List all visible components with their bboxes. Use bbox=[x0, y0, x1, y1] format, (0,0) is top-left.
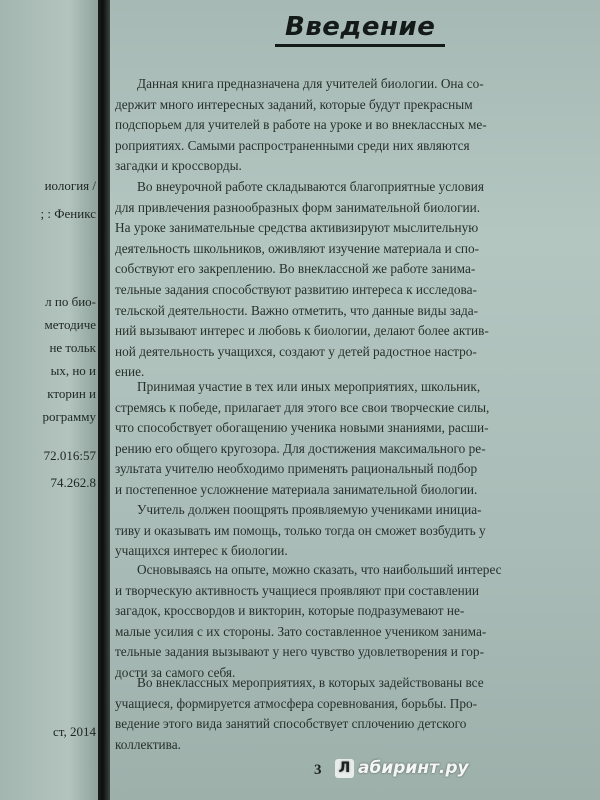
text-line: ной деятельность учащихся, создают у детей радостное настро- bbox=[115, 343, 477, 359]
text-line: тиву и оказывать им помощь, только тогда он сможет возбудить у bbox=[115, 522, 486, 538]
paragraph bbox=[110, 74, 600, 177]
left-page-line: ых, но и bbox=[50, 363, 96, 378]
text-line: рению его общего кругозора. Для достижения максимального ре- bbox=[115, 440, 486, 456]
text-line: и творческую активность учащиеся проявляют при составлении bbox=[115, 582, 480, 598]
paragraph bbox=[110, 673, 600, 755]
book-page bbox=[110, 0, 600, 800]
text-line: коллектива. bbox=[115, 736, 181, 752]
text-line: собствуют его закреплению. Во внеклассной же работе занима- bbox=[115, 261, 476, 277]
left-page-line: иология / bbox=[44, 178, 96, 193]
left-page bbox=[0, 0, 98, 800]
book-gutter bbox=[98, 0, 110, 800]
text-line: тельные задания способствуют развитию интереса к исследова- bbox=[115, 281, 477, 297]
text-line: ний вызывают интерес и любовь к биологии, делают более актив- bbox=[115, 323, 489, 339]
paragraph bbox=[110, 500, 600, 562]
text-line: что способствует обогащению ученика новыми знаниями, расши- bbox=[115, 420, 489, 436]
text-line: загадки и кроссворды. bbox=[115, 158, 242, 174]
text-line: тельской деятельности. Важно отметить, что данные виды зада- bbox=[115, 302, 479, 318]
left-page-line: л по био- bbox=[45, 294, 96, 309]
text-line: держит много интересных заданий, которые будут прекрасным bbox=[115, 96, 473, 112]
page-title: Введение bbox=[275, 12, 445, 47]
text-line: Во внеклассных мероприятиях, в которых задействованы все bbox=[137, 675, 484, 690]
left-page-line: 74.262.8 bbox=[50, 475, 96, 490]
left-page-line: кторин и bbox=[47, 386, 96, 401]
text-line: Учитель должен поощрять проявляемую учениками инициа- bbox=[137, 502, 482, 517]
text-line: деятельность школьников, оживляют изучение материала и спо- bbox=[115, 240, 480, 256]
left-page-line: методиче bbox=[44, 317, 96, 332]
text-line: для привлечения разнообразных форм занимательной биологии. bbox=[115, 199, 481, 215]
left-page-line: ; : Феникс bbox=[40, 206, 96, 221]
text-line: Данная книга предназначена для учителей биологии. Она со- bbox=[137, 76, 484, 91]
watermark-text: абиринт.ру bbox=[358, 758, 469, 778]
text-line: роприятиях. Самыми распространенными среди них являются bbox=[115, 137, 470, 153]
text-line: загадок, кроссвордов и викторин, которые подразумевают не- bbox=[115, 603, 465, 619]
left-page-line: рограмму bbox=[42, 409, 96, 424]
text-line: ение. bbox=[115, 364, 145, 380]
text-line: стремясь к победе, прилагает для этого все свои творческие силы, bbox=[115, 399, 490, 415]
text-line: Во внеурочной работе складываются благоприятные условия bbox=[137, 179, 484, 194]
left-page-line: 72.016:57 bbox=[43, 448, 96, 463]
paragraph bbox=[110, 560, 600, 684]
paragraph bbox=[110, 177, 600, 383]
left-page-line: не тольк bbox=[49, 340, 96, 355]
text-line: дости за самого себя. bbox=[115, 664, 236, 680]
labirint-logo-icon: Л bbox=[335, 759, 354, 778]
text-line: Принимая участие в тех или иных мероприятиях, школьник, bbox=[137, 379, 481, 394]
text-line: Основываясь на опыте, можно сказать, что наибольший интерес bbox=[137, 562, 502, 577]
left-page-line: ст, 2014 bbox=[53, 724, 96, 739]
text-line: На уроке занимательные средства активизируют мыслительную bbox=[115, 220, 479, 236]
text-line: тельные задания вызывают у него чувство удовлетворения и гор- bbox=[115, 644, 484, 660]
text-line: учащихся интерес к биологии. bbox=[115, 543, 288, 559]
text-line: подспорьем для учителей в работе на уроке и во внеклассных ме- bbox=[115, 117, 487, 133]
text-line: малые усилия с их стороны. Зато составленное учеником занима- bbox=[115, 623, 487, 639]
paragraph bbox=[110, 377, 600, 501]
labirint-watermark bbox=[335, 758, 469, 778]
text-line: ведение этого вида занятий способствует сплочению детского bbox=[115, 716, 467, 732]
text-line: учащиеся, формируется атмосфера соревнования, борьбы. Про- bbox=[115, 695, 478, 711]
text-line: зультата учителю необходимо применять рациональный подбор bbox=[115, 461, 478, 477]
text-line: и постепенное усложнение материала занимательной биологии. bbox=[115, 481, 478, 497]
page-number: 3 bbox=[314, 762, 322, 778]
